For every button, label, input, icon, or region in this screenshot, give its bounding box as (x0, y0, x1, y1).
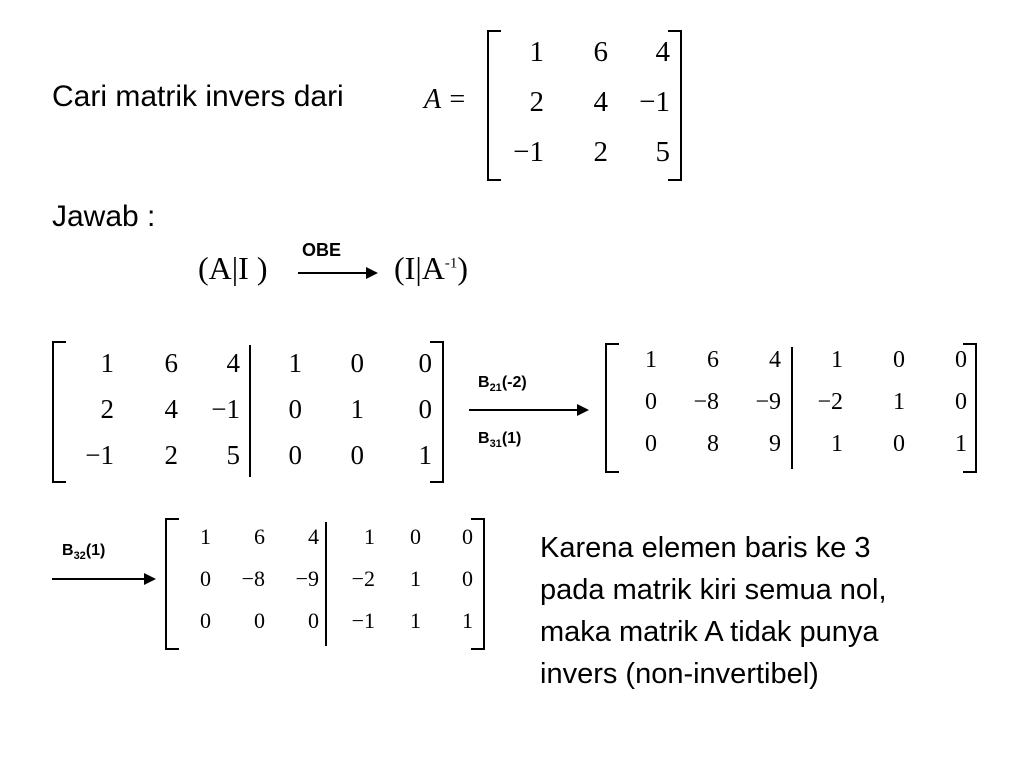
matrix-cell: 5 (655, 136, 670, 168)
matrix-cell: −9 (755, 389, 781, 415)
augmented-matrix-step-3 (165, 518, 485, 650)
matrix-cell: −2 (351, 566, 375, 591)
matrix-cell: 9 (769, 431, 781, 457)
matrix-cell: −1 (211, 394, 240, 424)
augmented-i-ainv-close: ) (457, 250, 468, 286)
matrix-a-label: A = (424, 84, 467, 115)
row-op-b21-sub: 21 (489, 382, 502, 395)
matrix-cell: 0 (288, 394, 302, 424)
conclusion-line: Karena elemen baris ke 3 (540, 532, 871, 564)
matrix-cell: 4 (593, 86, 608, 118)
matrix-cell: 6 (707, 347, 719, 373)
augmented-matrix-step-2 (605, 343, 977, 473)
matrix-cell: 0 (893, 347, 905, 373)
matrix-cell: 1 (288, 348, 302, 378)
matrix-cell: 2 (593, 136, 608, 168)
matrix-cell: −1 (639, 86, 670, 118)
matrix-cell: 1 (955, 431, 967, 457)
matrix-cell: 6 (164, 348, 178, 378)
obe-label: OBE (302, 240, 342, 260)
matrix-cell: −2 (817, 389, 843, 415)
row-op-arrow-2 (52, 578, 154, 580)
matrix-cell: 0 (350, 440, 364, 470)
conclusion-line: invers (non-invertibel) (540, 658, 819, 690)
matrix-cell: 0 (645, 389, 657, 415)
matrix-cell: −1 (85, 440, 114, 470)
matrix-cell: 0 (200, 608, 211, 633)
row-op-b21-base: B (478, 374, 490, 391)
augmented-i-ainv (394, 250, 468, 287)
matrix-cell: 4 (308, 524, 319, 549)
matrix-a (487, 30, 682, 181)
matrix-cell: 1 (410, 566, 421, 591)
matrix-cell: 1 (529, 36, 544, 68)
matrix-cell: 1 (893, 389, 905, 415)
matrix-cell: 0 (462, 524, 473, 549)
matrix-cell: 4 (226, 348, 240, 378)
matrix-cell: 1 (350, 394, 364, 424)
conclusion-text (540, 527, 887, 695)
matrix-cell: 1 (831, 431, 843, 457)
matrix-cell: −1 (513, 136, 544, 168)
matrix-cell: 2 (164, 440, 178, 470)
matrix-cell: 0 (418, 394, 432, 424)
conclusion-line: pada matrik kiri semua nol, (540, 574, 887, 606)
obe-arrow (298, 272, 376, 274)
matrix-cell: 4 (164, 394, 178, 424)
conclusion-line: maka matrik A tidak punya (540, 616, 879, 648)
matrix-cell: 0 (350, 348, 364, 378)
matrix-cell: 6 (593, 36, 608, 68)
matrix-cell: 0 (288, 440, 302, 470)
row-op-b32-arg: (1) (85, 542, 106, 559)
matrix-cell: −9 (295, 566, 319, 591)
row-op-b31-arg: (1) (501, 430, 522, 447)
matrix-cell: 4 (655, 36, 670, 68)
matrix-cell: 0 (200, 566, 211, 591)
row-op-b31-base: B (478, 430, 490, 447)
matrix-cell: 0 (893, 431, 905, 457)
question-text: Cari matrik invers dari (52, 80, 344, 113)
matrix-cell: −8 (241, 566, 265, 591)
matrix-cell: 1 (200, 524, 211, 549)
matrix-cell: 1 (418, 440, 432, 470)
row-op-b32 (62, 542, 105, 562)
matrix-cell: 5 (226, 440, 240, 470)
matrix-cell: 1 (462, 608, 473, 633)
matrix-cell: 0 (418, 348, 432, 378)
row-op-b31 (478, 430, 521, 450)
row-op-b31-sub: 31 (489, 438, 502, 451)
matrix-cell: −1 (351, 608, 375, 633)
matrix-cell: 0 (955, 347, 967, 373)
matrix-cell: 1 (645, 347, 657, 373)
matrix-cell: 0 (955, 389, 967, 415)
inverse-exponent: -1 (444, 255, 458, 272)
row-op-b32-sub: 32 (73, 550, 86, 563)
row-op-b21-arg: (-2) (501, 374, 527, 391)
augment-divider (325, 522, 327, 646)
row-op-arrow-1 (469, 409, 587, 411)
matrix-cell: 1 (831, 347, 843, 373)
row-op-b21 (478, 374, 527, 394)
matrix-cell: 0 (254, 608, 265, 633)
matrix-cell: 1 (100, 348, 114, 378)
answer-label: Jawab : (52, 200, 156, 233)
matrix-cell: 0 (462, 566, 473, 591)
row-op-b32-base: B (62, 542, 74, 559)
matrix-cell: 0 (410, 524, 421, 549)
matrix-cell: 6 (254, 524, 265, 549)
matrix-cell: 0 (645, 431, 657, 457)
matrix-cell: 1 (364, 524, 375, 549)
augmented-a-i: (A|I ) (198, 250, 268, 286)
matrix-cell: 4 (769, 347, 781, 373)
matrix-cell: 2 (100, 394, 114, 424)
matrix-cell: 8 (707, 431, 719, 457)
matrix-cell: −8 (693, 389, 719, 415)
augment-divider (791, 347, 793, 469)
matrix-cell: 0 (308, 608, 319, 633)
matrix-cell: 2 (529, 86, 544, 118)
augmented-i-ainv-base: (I|A (394, 250, 445, 286)
augmented-matrix-initial (52, 341, 444, 483)
matrix-cell: 1 (410, 608, 421, 633)
augment-divider (249, 345, 251, 477)
